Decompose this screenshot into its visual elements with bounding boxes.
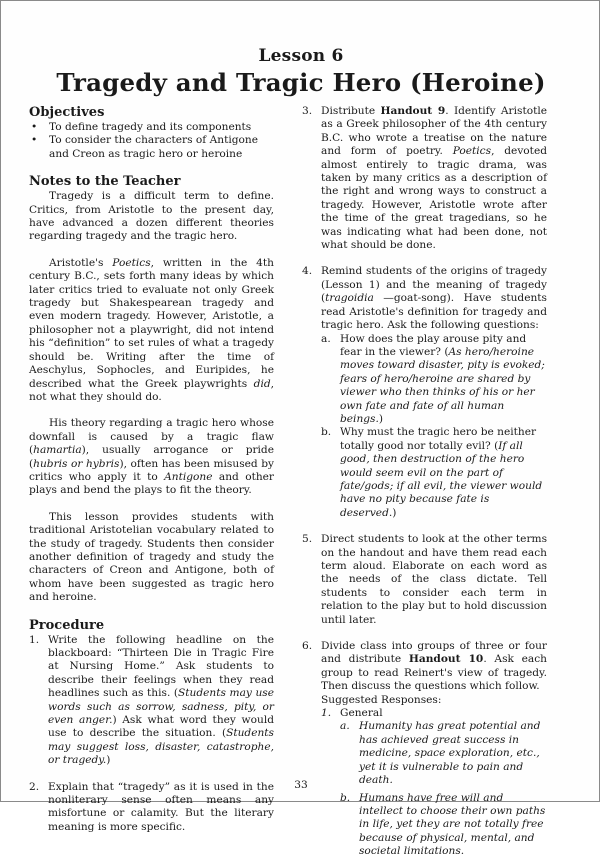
objective-item: • To consider the characters of Antigone and Creon as tragic hero or heroine — [31, 134, 258, 160]
procedure-step-6: 6. Divide class into groups of three or four and distribute Handout 10. Ask each group to read Reinert's view of tragedy. Then discuss the questions which follow. Suggested Responses: — [302, 640, 548, 706]
question-a: a. How does the play arouse pity and fear in the viewer? (As hero/heroine moves toward disaster, pity is evoked; fears of hero/heroine are shared by viewer who then thinks of his or her own fate and fate of all human beings.) — [321, 332, 545, 425]
page-title: Tragedy and Tragic Hero (Heroine) — [56, 68, 546, 97]
page-number: 33 — [294, 779, 308, 791]
notes-paragraph: His theory regarding a tragic hero whose downfall is caused by a tragic flaw (hamartia), usually arrogance or pride (hubris or hybris), often has been misused by critics who apply it to Antigone and other plays and bend the plays to fit the theory. — [29, 417, 274, 497]
procedure-step-1: 1. Write the following headline on the blackboard: “Thirteen Die in Tragic Fire at Nursing Home.” Ask students to describe their feelings when they read headlines such as this. (Students may use words such as sorrow, sadness, pity, or even anger.) Ask what word they would use to describe the situation. (Students may suggest loss, disaster, catastrophe, or tragedy.) — [29, 633, 275, 767]
notes-heading: Notes to the Teacher — [29, 174, 181, 190]
objectives-heading: Objectives — [29, 105, 105, 120]
notes-paragraph: Tragedy is a difficult term to define. Critics, from Aristotle to the present day, have advanced a dozen different theories regarding tragedy and the tragic hero. — [29, 190, 274, 243]
procedure-step-3: 3. Distribute Handout 9. Identify Aristotle as a Greek philosopher of the 4th century B.C. who wrote a treatise on the nature and form of poetry. Poetics, devoted almost entirely to tragic drama, was taken by many critics as a description of the right and wrong ways to construct a tragedy. However, Aristotle wrote after the time of the great tragedians, so he was indicating what had been done, not what should be done. — [302, 105, 547, 252]
response-item: b. Humans have free will and intellect to choose their own paths in life, yet they are not totally free because of physical, mental, and societal limitations. — [340, 791, 546, 858]
bullet-icon: • — [31, 134, 38, 147]
notes-paragraph: This lesson provides students with traditional Aristotelian vocabulary related to the study of tragedy. Students then consider another definition of tragedy and study the characters of Creon and Antigone, both of whom have been suggested as tragic hero and heroine. — [29, 510, 274, 604]
lesson-number: Lesson 6 — [258, 46, 344, 66]
handout-reference: Handout 10 — [408, 653, 484, 666]
objective-item: • To define tragedy and its components — [31, 121, 252, 133]
handout-reference: Handout 9 — [380, 105, 446, 117]
left-column — [29, 105, 274, 834]
question-b: b. Why must the tragic hero be neither totally good nor totally evil? (If all good, then destruction of the hero would seem evil on the part of fate/gods; if all evil, the viewer would have no pity because fate is deserved.) — [321, 426, 543, 519]
procedure-heading: Procedure — [29, 617, 105, 633]
objectives-list — [29, 121, 274, 161]
procedure-step-5: 5. Direct students to look at the other terms on the handout and have them read each term aloud. Elaborate on each word as the needs of the class dictate. Tell students to consider each term in relation to the play but to hold discussion until later. — [302, 533, 547, 626]
procedure-step-2: 2. Explain that “tragedy” as it is used in the nonliterary sense often means any misfortune or calamity. But the literary meaning is more specific. — [29, 780, 274, 833]
procedure-step-4: 4. Remind students of the origins of tragedy (Lesson 1) and the meaning of tragedy (tragoidia —goat-song). Have students read Aristotle's definition for tragedy and tragic hero. Ask the following questions: — [302, 265, 547, 332]
bullet-icon: • — [31, 121, 38, 133]
suggested-responses-label: Suggested Responses: — [321, 693, 442, 706]
notes-paragraph: Aristotle's Poetics, written in the 4th century B.C., sets forth many ideas by which later critics tried to evaluate not only Greek tragedy but Shakespearean tragedy and even modern tragedy. However, Aristotle, a philosopher not a playwright, did not intend his “definition” to set rules of what a tragedy should be. Writing after the time of Aeschylus, Sophocles, and Euripides, he described what the Greek playwrights did, not what they should do. — [29, 256, 274, 403]
response-category-general: 1. General — [321, 707, 383, 720]
response-item: a. Humanity has great potential and has achieved great success in medicine, space exploration, etc., yet it is vulnerable to pain and death. — [340, 720, 541, 787]
right-column — [302, 105, 547, 859]
